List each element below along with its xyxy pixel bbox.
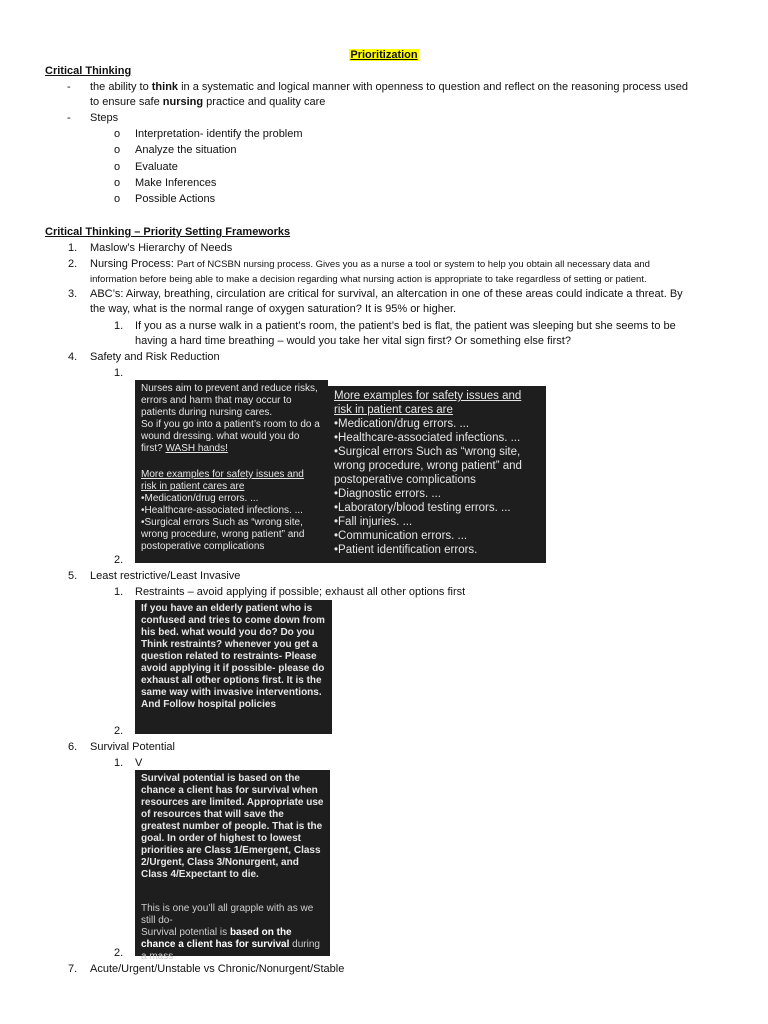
definition-line-1: the ability to think in a systematic and logical manner with openness to question and reflect on the reasoning process used: [90, 81, 689, 93]
box-paragraph: Survival potential is based on the chance a client has for survival when resources are limited. Appropriate use of resources that will save the greatest number of people. That is the goal. In order of highest to lowest priorities are Class 1/Emergent, Class 2/Urgent, Class 3/Nonurgent, and Class 4/Expectant to die.: [141, 773, 324, 880]
framework-item-acute-vs-chronic: Acute/Urgent/Unstable vs Chronic/Nonurgent/Stable: [90, 963, 345, 975]
step-item: Analyze the situation: [135, 144, 237, 156]
box-list-item: •Diagnostic errors. ...: [334, 488, 441, 500]
list-number: 1.: [68, 242, 78, 254]
definition-line-2: to ensure safe nursing practice and quality care: [90, 96, 326, 108]
box-list-item: •Medication/drug errors. ...: [141, 493, 259, 504]
restraints-note-box: [135, 600, 332, 734]
step-item: Evaluate: [135, 161, 178, 173]
list-number: 4.: [68, 351, 78, 363]
framework-item-nursing-process: Nursing Process: Part of NCSBN nursing process. Gives you as a nurse a tool or system to help you obtain all necessary data and: [90, 258, 650, 270]
list-number: 2.: [114, 947, 124, 959]
box-list-item: •Surgical errors Such as “wrong site, wrong procedure, wrong patient” and postoperative complications: [334, 446, 522, 486]
box-paragraph: Survival potential is based on the chance a client has for survival during a mass: [141, 927, 320, 962]
abc-scenario-line-1: If you as a nurse walk in a patient’s room, the patient’s bed is flat, the patient was sleeping but she seems to be: [135, 320, 676, 332]
safety-note-box: [135, 380, 328, 563]
list-number: 1.: [114, 586, 124, 598]
box-list-item: •Patient identification errors.: [334, 544, 478, 556]
dash-marker: -: [67, 112, 71, 124]
list-number: 2.: [114, 725, 124, 737]
framework-item-least-restrictive: Least restrictive/Least Invasive: [90, 570, 241, 582]
page-title: Prioritization: [350, 49, 418, 61]
box-list-item: •Laboratory/blood testing errors. ...: [334, 502, 511, 514]
bullet: o: [114, 193, 121, 205]
bullet: o: [114, 128, 121, 140]
list-number: 6.: [68, 741, 78, 753]
box-heading: More examples for safety issues and risk in patient cares are: [334, 390, 522, 416]
box-paragraph: If you have an elderly patient who is confused and tries to come down from his bed. what would you do? Do you Think restraints? whenever you get a question related to restraints- Please avoid applying it if possible- please do exhaust all other options first. It is the same way with invasive interventions. And Follow hospital policies: [141, 603, 325, 710]
list-number: 1.: [114, 367, 124, 379]
box-list-item: •Surgical errors Such as “wrong site, wrong procedure, wrong patient” and postoperative complications: [141, 517, 305, 552]
box-list-item: •Healthcare-associated infections. ...: [141, 505, 303, 516]
dash-marker: -: [67, 81, 71, 93]
list-number: 2.: [68, 258, 78, 270]
list-number: 1.: [114, 320, 124, 332]
list-number: 1.: [114, 757, 124, 769]
framework-item-abc-cont: the way, what is the normal range of oxygen saturation? It is 95% or higher.: [90, 303, 457, 315]
section-heading-frameworks: Critical Thinking – Priority Setting Frameworks: [45, 226, 291, 238]
framework-item-abc: ABC’s: Airway, breathing, circulation are critical for survival, an altercation in one of these areas could indicate a threat. By: [90, 288, 683, 300]
box-paragraph: So if you go into a patient’s room to do a wound dressing. what would you do first? WASH hands!: [141, 419, 320, 454]
step-item: Possible Actions: [135, 193, 216, 205]
framework-item-maslow: Maslow’s Hierarchy of Needs: [90, 242, 233, 254]
box-list-item: •Fall injuries. ...: [334, 516, 413, 528]
list-number: 3.: [68, 288, 78, 300]
restraints-item: Restraints – avoid applying if possible; exhaust all other options first: [135, 586, 466, 598]
bullet: o: [114, 144, 121, 156]
steps-label: Steps: [90, 112, 119, 124]
box-list-item: •Medication/drug errors. ...: [334, 418, 470, 430]
box-list-item: •Communication errors. ...: [334, 530, 468, 542]
box-paragraph: Nurses aim to prevent and reduce risks, errors and harm that may occur to patients during nursing cares.: [141, 383, 318, 418]
bullet: o: [114, 161, 121, 173]
box-heading: More examples for safety issues and risk in patient cares are: [141, 469, 304, 492]
step-item: Make Inferences: [135, 177, 217, 189]
survival-sub-item: V: [135, 757, 143, 769]
list-number: 7.: [68, 963, 78, 975]
bullet: o: [114, 177, 121, 189]
box-list-item: •Healthcare-associated infections. ...: [334, 432, 521, 444]
box-paragraph: This is one you’ll all grapple with as we still do-: [141, 903, 314, 926]
section-heading-critical-thinking: Critical Thinking: [45, 65, 132, 77]
list-number: 2.: [114, 554, 124, 566]
survival-note-box: [135, 770, 330, 962]
step-item: Interpretation- identify the problem: [135, 128, 303, 140]
abc-scenario-line-2: having a hard time breathing – would you take her vital sign first? Or something else first?: [135, 335, 571, 347]
framework-item-survival: Survival Potential: [90, 741, 175, 753]
framework-item-nursing-process-cont: information before being able to make a decision regarding what nursing action is appropriate to take regardless of setting or patient.: [90, 274, 647, 285]
safety-examples-box: [328, 386, 546, 563]
list-number: 5.: [68, 570, 78, 582]
framework-item-safety: Safety and Risk Reduction: [90, 351, 220, 363]
